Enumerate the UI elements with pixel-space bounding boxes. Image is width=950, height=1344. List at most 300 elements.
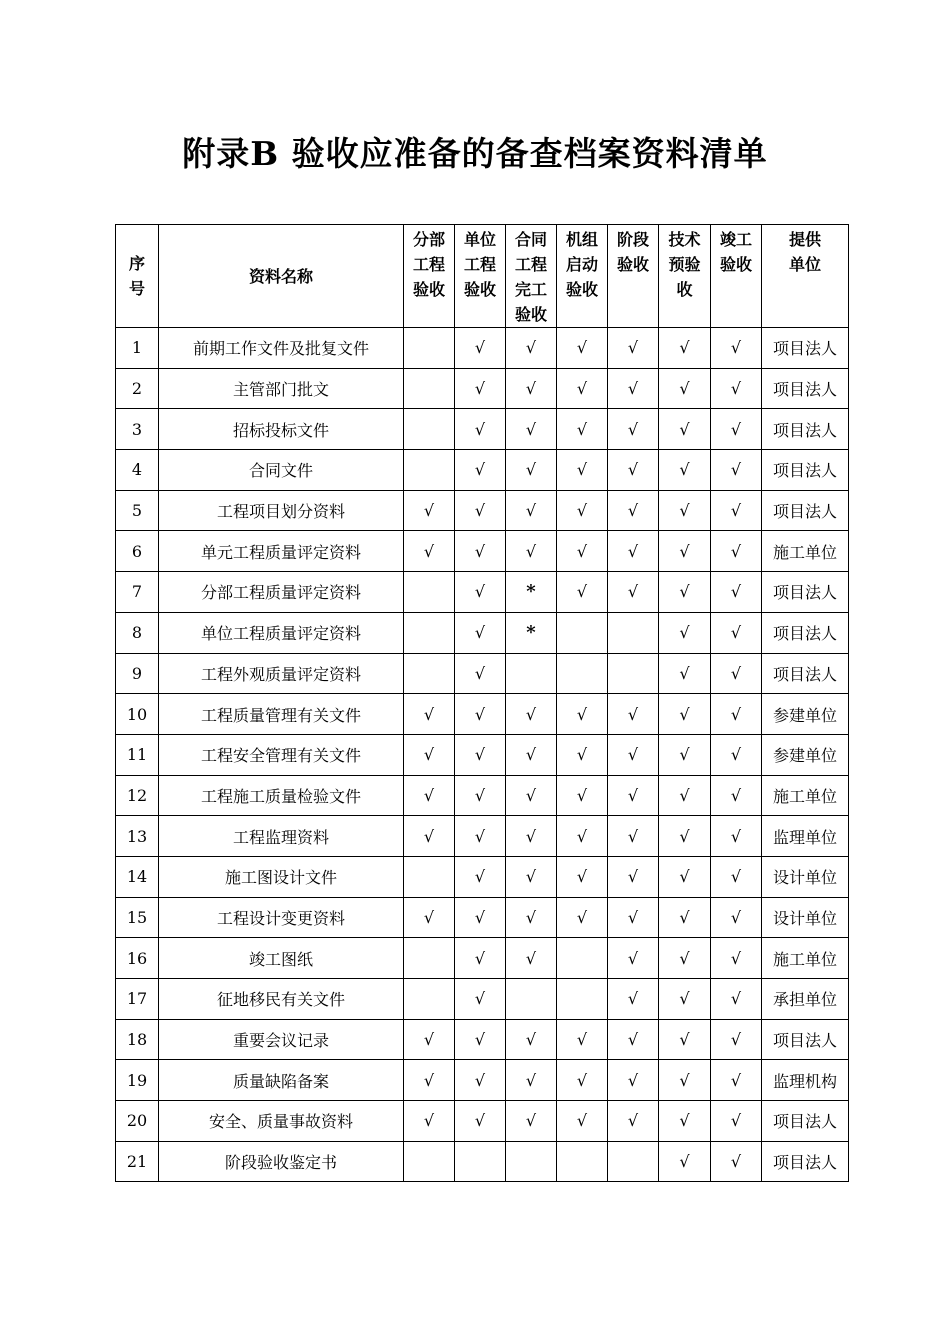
check-cell (557, 1019, 608, 1060)
check-mark: √ (525, 338, 537, 358)
check-cell (557, 653, 608, 694)
check-mark: √ (474, 948, 486, 968)
check-mark: √ (576, 419, 588, 439)
col-header-tech-pre (659, 225, 711, 328)
col-header-line: 预验 (668, 255, 701, 274)
check-mark: √ (627, 419, 639, 439)
row-number: 16 (116, 938, 159, 979)
check-cell (711, 368, 762, 409)
check-cell (711, 653, 762, 694)
check-mark: √ (474, 989, 486, 1009)
check-cell (711, 409, 762, 450)
document-name: 重要会议记录 (159, 1019, 404, 1060)
col-header-line: 完工 (514, 280, 547, 299)
check-mark: √ (474, 1070, 486, 1090)
row-number: 12 (116, 775, 159, 816)
table-header-row (116, 225, 849, 328)
col-header-line: 验收 (719, 255, 752, 274)
check-cell (455, 1101, 506, 1142)
col-header-line: 验收 (412, 280, 445, 299)
check-mark: √ (679, 704, 690, 724)
check-cell (659, 897, 711, 938)
provider-unit: 项目法人 (762, 612, 849, 653)
check-mark: √ (576, 907, 588, 927)
check-mark: √ (525, 745, 537, 765)
check-mark: √ (679, 1030, 690, 1050)
table-body (116, 328, 849, 1182)
col-header-stage (608, 225, 659, 328)
row-number: 20 (116, 1101, 159, 1142)
check-cell (608, 1019, 659, 1060)
check-mark: √ (525, 460, 537, 480)
row-number: 6 (116, 531, 159, 572)
check-mark: √ (576, 582, 588, 602)
check-mark: √ (525, 1111, 537, 1131)
check-cell (506, 979, 557, 1020)
check-mark: √ (730, 419, 742, 439)
check-mark: √ (679, 867, 690, 887)
check-cell (506, 938, 557, 979)
check-mark: √ (474, 501, 486, 521)
check-mark: √ (474, 663, 486, 683)
row-number: 5 (116, 490, 159, 531)
col-header-line: 验收 (463, 280, 496, 299)
check-cell (711, 979, 762, 1020)
check-mark: √ (679, 785, 690, 805)
check-cell (608, 531, 659, 572)
check-cell (404, 979, 455, 1020)
check-mark: √ (474, 1111, 486, 1131)
provider-unit: 项目法人 (762, 653, 849, 694)
check-cell (711, 816, 762, 857)
check-mark: √ (423, 907, 435, 927)
row-number: 4 (116, 450, 159, 491)
check-cell (659, 1101, 711, 1142)
document-name: 工程安全管理有关文件 (159, 734, 404, 775)
col-header-line: 技术 (668, 230, 701, 249)
check-mark: √ (627, 867, 639, 887)
check-mark: √ (679, 623, 690, 643)
check-cell (557, 368, 608, 409)
check-cell (557, 734, 608, 775)
document-name: 竣工图纸 (159, 938, 404, 979)
check-cell (404, 938, 455, 979)
col-header-provider (762, 225, 849, 328)
check-mark: √ (525, 826, 537, 846)
check-cell (404, 816, 455, 857)
table-row (116, 694, 849, 735)
check-cell (506, 734, 557, 775)
check-mark: √ (474, 460, 486, 480)
check-mark: √ (627, 541, 639, 561)
provider-unit: 项目法人 (762, 1019, 849, 1060)
document-name: 安全、质量事故资料 (159, 1101, 404, 1142)
check-cell (455, 409, 506, 450)
row-number: 2 (116, 368, 159, 409)
check-cell (506, 612, 557, 653)
check-cell (506, 450, 557, 491)
table-row (116, 856, 849, 897)
document-name: 分部工程质量评定资料 (159, 572, 404, 613)
provider-unit: 项目法人 (762, 490, 849, 531)
check-cell (455, 1141, 506, 1182)
check-cell (608, 490, 659, 531)
asterisk-mark: * (526, 622, 536, 644)
check-mark: √ (627, 785, 639, 805)
check-mark: √ (576, 826, 588, 846)
col-header-line: 阶段 (616, 230, 649, 249)
check-cell (608, 409, 659, 450)
check-mark: √ (730, 948, 742, 968)
check-cell (659, 328, 711, 369)
check-cell (506, 816, 557, 857)
col-header-line: 分部 (412, 230, 445, 249)
check-cell (557, 612, 608, 653)
col-header-no (116, 225, 159, 328)
check-cell (404, 531, 455, 572)
check-cell (659, 368, 711, 409)
check-mark: √ (474, 1030, 486, 1050)
check-mark: √ (679, 419, 690, 439)
col-header-line: 机组 (565, 230, 598, 249)
check-cell (659, 979, 711, 1020)
check-mark: √ (627, 582, 639, 602)
check-mark: √ (423, 541, 435, 561)
check-cell (455, 816, 506, 857)
col-header-line: 单位 (788, 255, 821, 274)
check-mark: √ (730, 501, 742, 521)
check-mark: √ (576, 867, 588, 887)
check-cell (608, 368, 659, 409)
provider-unit: 承担单位 (762, 979, 849, 1020)
check-cell (506, 1141, 557, 1182)
check-mark: √ (679, 989, 690, 1009)
row-number: 9 (116, 653, 159, 694)
col-header-unit-project (455, 225, 506, 328)
check-cell (711, 897, 762, 938)
check-mark: √ (730, 582, 742, 602)
check-cell (659, 1141, 711, 1182)
check-mark: √ (576, 460, 588, 480)
check-cell (557, 1101, 608, 1142)
provider-unit: 监理机构 (762, 1060, 849, 1101)
check-mark: √ (679, 745, 690, 765)
check-cell (608, 694, 659, 735)
check-mark: √ (730, 1030, 742, 1050)
row-number: 8 (116, 612, 159, 653)
check-mark: √ (423, 745, 435, 765)
check-mark: √ (474, 704, 486, 724)
table-row (116, 572, 849, 613)
col-header-completion (711, 225, 762, 328)
check-cell (711, 856, 762, 897)
check-mark: √ (576, 338, 588, 358)
check-cell (557, 1060, 608, 1101)
check-cell (711, 775, 762, 816)
check-mark: √ (679, 379, 690, 399)
col-header-line: 竣工 (719, 230, 752, 249)
check-mark: √ (576, 1030, 588, 1050)
check-mark: √ (730, 1152, 742, 1172)
check-cell (608, 979, 659, 1020)
check-mark: √ (474, 582, 486, 602)
check-mark: √ (474, 338, 486, 358)
check-cell (659, 490, 711, 531)
check-mark: √ (730, 338, 742, 358)
check-mark: √ (679, 582, 690, 602)
check-cell (404, 572, 455, 613)
check-mark: √ (423, 501, 435, 521)
provider-unit: 设计单位 (762, 897, 849, 938)
check-cell (506, 409, 557, 450)
check-cell (404, 450, 455, 491)
check-mark: √ (730, 907, 742, 927)
check-mark: √ (423, 1030, 435, 1050)
col-header-line: 收 (676, 280, 693, 299)
check-cell (659, 694, 711, 735)
check-mark: √ (576, 1111, 588, 1131)
check-cell (506, 572, 557, 613)
provider-unit: 施工单位 (762, 938, 849, 979)
check-cell (506, 1060, 557, 1101)
check-mark: √ (730, 867, 742, 887)
check-mark: √ (730, 1111, 742, 1131)
check-cell (659, 775, 711, 816)
check-cell (659, 409, 711, 450)
check-mark: √ (679, 663, 690, 683)
check-cell (608, 572, 659, 613)
check-mark: √ (576, 704, 588, 724)
archive-checklist-table (115, 224, 849, 1182)
check-cell (557, 1141, 608, 1182)
provider-unit: 设计单位 (762, 856, 849, 897)
check-mark: √ (627, 989, 639, 1009)
table-row (116, 734, 849, 775)
check-mark: √ (423, 785, 435, 805)
provider-unit: 项目法人 (762, 1101, 849, 1142)
check-cell (404, 368, 455, 409)
table-row (116, 531, 849, 572)
table-row (116, 979, 849, 1020)
check-cell (404, 653, 455, 694)
col-header-name (159, 225, 404, 328)
check-cell (404, 328, 455, 369)
check-mark: √ (576, 785, 588, 805)
check-cell (711, 450, 762, 491)
check-cell (608, 856, 659, 897)
check-mark: √ (627, 1070, 639, 1090)
check-cell (455, 368, 506, 409)
row-number: 21 (116, 1141, 159, 1182)
asterisk-mark: * (526, 581, 536, 603)
provider-unit: 项目法人 (762, 450, 849, 491)
row-number: 15 (116, 897, 159, 938)
check-mark: √ (679, 907, 690, 927)
check-cell (557, 979, 608, 1020)
check-cell (711, 1060, 762, 1101)
check-mark: √ (474, 541, 486, 561)
check-cell (404, 694, 455, 735)
document-name: 单位工程质量评定资料 (159, 612, 404, 653)
check-cell (506, 897, 557, 938)
check-cell (659, 816, 711, 857)
check-cell (557, 490, 608, 531)
check-mark: √ (730, 745, 742, 765)
check-cell (404, 409, 455, 450)
check-cell (404, 490, 455, 531)
check-cell (659, 734, 711, 775)
check-cell (455, 979, 506, 1020)
table-row (116, 775, 849, 816)
check-cell (557, 856, 608, 897)
check-cell (404, 1019, 455, 1060)
check-mark: √ (730, 623, 742, 643)
row-number: 18 (116, 1019, 159, 1060)
check-mark: √ (627, 501, 639, 521)
check-cell (711, 490, 762, 531)
provider-unit: 项目法人 (762, 328, 849, 369)
check-cell (711, 1101, 762, 1142)
check-mark: √ (525, 907, 537, 927)
col-header-line: 单位 (463, 230, 496, 249)
col-header-line: 工程 (514, 255, 547, 274)
check-cell (455, 612, 506, 653)
check-mark: √ (627, 338, 639, 358)
check-mark: √ (423, 826, 435, 846)
check-cell (506, 775, 557, 816)
document-name: 质量缺陷备案 (159, 1060, 404, 1101)
document-title: 附录B 验收应准备的备查档案资料清单 (182, 134, 768, 173)
col-header-line: 验收 (514, 305, 547, 324)
document-name: 工程监理资料 (159, 816, 404, 857)
check-cell (608, 816, 659, 857)
provider-unit: 监理单位 (762, 816, 849, 857)
check-mark: √ (474, 826, 486, 846)
document-name: 合同文件 (159, 450, 404, 491)
check-mark: √ (474, 379, 486, 399)
check-mark: √ (730, 989, 742, 1009)
check-cell (711, 328, 762, 369)
row-number: 17 (116, 979, 159, 1020)
check-cell (506, 368, 557, 409)
table-row (116, 1060, 849, 1101)
row-number: 19 (116, 1060, 159, 1101)
check-mark: √ (474, 623, 486, 643)
check-cell (506, 694, 557, 735)
check-mark: √ (627, 1030, 639, 1050)
table-row (116, 368, 849, 409)
check-mark: √ (730, 541, 742, 561)
check-cell (404, 1101, 455, 1142)
check-cell (455, 938, 506, 979)
check-mark: √ (525, 541, 537, 561)
check-mark: √ (576, 541, 588, 561)
check-mark: √ (679, 1070, 690, 1090)
check-cell (659, 531, 711, 572)
check-mark: √ (730, 663, 742, 683)
check-mark: √ (525, 379, 537, 399)
check-mark: √ (627, 379, 639, 399)
check-cell (404, 1060, 455, 1101)
check-cell (455, 897, 506, 938)
check-cell (608, 1141, 659, 1182)
col-header-line: 启动 (565, 255, 598, 274)
check-cell (404, 856, 455, 897)
check-mark: √ (679, 1111, 690, 1131)
document-name: 工程质量管理有关文件 (159, 694, 404, 735)
col-header-line: 工程 (463, 255, 496, 274)
table-row (116, 328, 849, 369)
col-header-line: 验收 (565, 280, 598, 299)
document-name: 征地移民有关文件 (159, 979, 404, 1020)
provider-unit: 项目法人 (762, 368, 849, 409)
check-mark: √ (576, 745, 588, 765)
table-row (116, 450, 849, 491)
check-cell (557, 531, 608, 572)
check-cell (711, 572, 762, 613)
check-mark: √ (730, 826, 742, 846)
table-row (116, 612, 849, 653)
check-cell (506, 856, 557, 897)
table-row (116, 897, 849, 938)
col-header-line: 资料名称 (248, 266, 313, 286)
check-cell (608, 612, 659, 653)
check-mark: √ (423, 1070, 435, 1090)
col-header-line: 序 (128, 254, 145, 273)
table-row (116, 490, 849, 531)
check-mark: √ (627, 826, 639, 846)
check-mark: √ (525, 948, 537, 968)
document-name: 施工图设计文件 (159, 856, 404, 897)
check-cell (659, 938, 711, 979)
check-cell (506, 1019, 557, 1060)
check-cell (557, 450, 608, 491)
provider-unit: 项目法人 (762, 1141, 849, 1182)
check-cell (711, 1141, 762, 1182)
col-header-subproject (404, 225, 455, 328)
check-mark: √ (474, 745, 486, 765)
check-mark: √ (423, 1111, 435, 1131)
check-cell (557, 409, 608, 450)
col-header-line: 验收 (616, 255, 649, 274)
check-mark: √ (679, 541, 690, 561)
check-cell (455, 490, 506, 531)
check-cell (608, 897, 659, 938)
check-cell (659, 1019, 711, 1060)
document-name: 主管部门批文 (159, 368, 404, 409)
check-cell (608, 1101, 659, 1142)
check-cell (455, 734, 506, 775)
check-cell (659, 572, 711, 613)
check-cell (608, 938, 659, 979)
check-cell (608, 653, 659, 694)
check-mark: √ (679, 501, 690, 521)
check-cell (404, 775, 455, 816)
check-cell (557, 938, 608, 979)
check-cell (711, 694, 762, 735)
document-name: 工程外观质量评定资料 (159, 653, 404, 694)
check-cell (404, 734, 455, 775)
check-mark: √ (627, 1111, 639, 1131)
check-mark: √ (679, 460, 690, 480)
table-row (116, 1019, 849, 1060)
check-mark: √ (627, 745, 639, 765)
check-cell (608, 775, 659, 816)
provider-unit: 参建单位 (762, 734, 849, 775)
check-cell (711, 938, 762, 979)
row-number: 1 (116, 328, 159, 369)
check-cell (711, 1019, 762, 1060)
